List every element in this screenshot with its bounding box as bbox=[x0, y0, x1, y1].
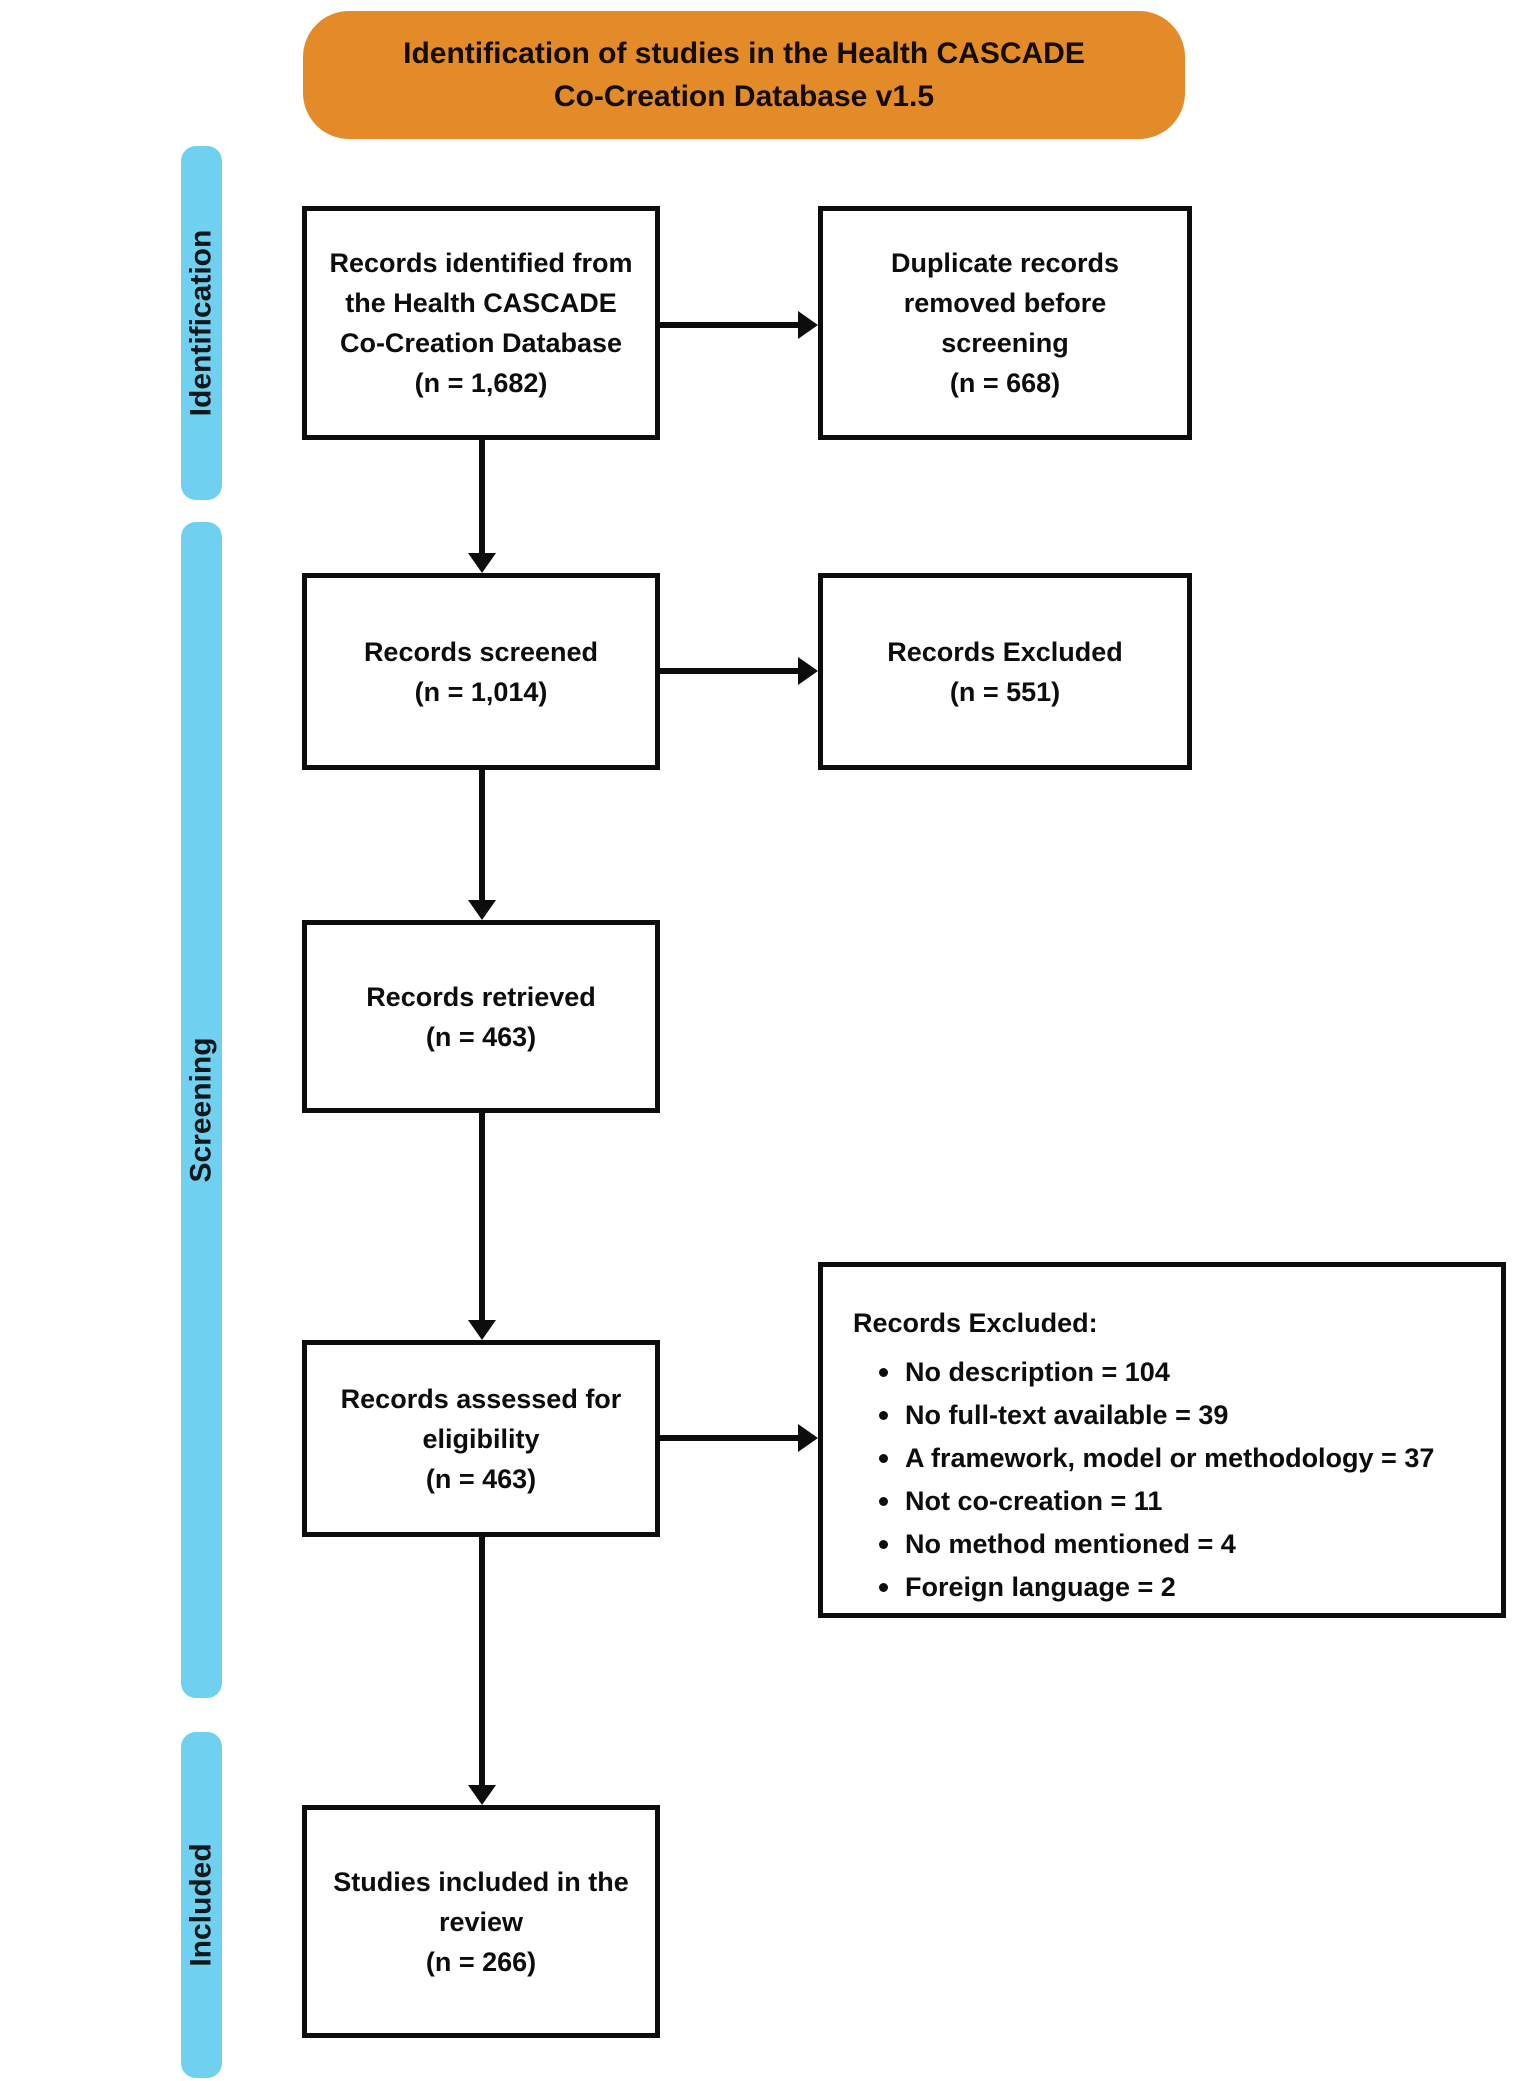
stage-label-identification: Identification bbox=[184, 229, 218, 417]
title-banner bbox=[303, 11, 1185, 139]
box-text-line: Records assessed for bbox=[340, 1383, 622, 1414]
exclusion-reasons-list bbox=[853, 1357, 1434, 1615]
box-text-line: Co-Creation Database bbox=[339, 328, 623, 358]
exclusion-reason-item: No description = 104 bbox=[879, 1357, 1434, 1387]
arrow-assessed-to-included bbox=[479, 1537, 485, 1787]
box-text-line: Records retrieved bbox=[366, 981, 596, 1012]
exclusion-reasons-header: Records Excluded: bbox=[853, 1308, 1098, 1338]
box-text-line: Duplicate records bbox=[890, 248, 1120, 278]
arrow-assessed-to-reasons bbox=[660, 1435, 800, 1441]
box-text-line: Records identified from bbox=[329, 248, 633, 278]
box-exclusion-reasons bbox=[818, 1262, 1506, 1618]
box-text-line: the Health CASCADE bbox=[345, 288, 617, 318]
box-count: (n = 1,014) bbox=[414, 676, 548, 707]
box-text-line: Studies included in the bbox=[333, 1866, 629, 1897]
box-records-assessed bbox=[302, 1340, 660, 1537]
arrow-screened-to-retrieved bbox=[479, 770, 485, 902]
box-text-line: eligibility bbox=[422, 1423, 540, 1454]
box-count: (n = 551) bbox=[949, 676, 1061, 707]
box-text-line: review bbox=[438, 1906, 524, 1937]
arrowhead-right-icon bbox=[798, 657, 818, 685]
exclusion-reason-item: No full-text available = 39 bbox=[879, 1400, 1434, 1430]
box-records-retrieved bbox=[302, 920, 660, 1113]
box-duplicate-records-removed bbox=[818, 206, 1192, 440]
arrowhead-down-icon bbox=[468, 553, 496, 573]
arrow-screened-to-excluded bbox=[660, 668, 800, 674]
exclusion-reason-item: Not co-creation = 11 bbox=[879, 1486, 1434, 1516]
arrowhead-down-icon bbox=[468, 1320, 496, 1340]
box-records-identified bbox=[302, 206, 660, 440]
box-count: (n = 668) bbox=[949, 368, 1061, 398]
box-count: (n = 463) bbox=[425, 1463, 537, 1494]
stage-bar-screening bbox=[181, 522, 222, 1698]
box-records-screened bbox=[302, 573, 660, 770]
stage-bar-identification bbox=[181, 146, 222, 500]
box-count: (n = 266) bbox=[425, 1946, 537, 1977]
arrowhead-down-icon bbox=[468, 900, 496, 920]
stage-bar-included bbox=[181, 1732, 222, 2078]
box-text-line: screening bbox=[941, 328, 1069, 358]
arrow-retrieved-to-assessed bbox=[479, 1113, 485, 1322]
arrow-identified-to-duplicates bbox=[660, 322, 800, 328]
box-text-line: Records Excluded bbox=[887, 636, 1123, 667]
exclusion-reason-item: A framework, model or methodology = 37 bbox=[879, 1443, 1434, 1473]
arrow-identified-to-screened bbox=[479, 440, 485, 556]
title-line-1: Identification of studies in the Health CASCADE bbox=[403, 37, 1085, 70]
box-count: (n = 1,682) bbox=[414, 368, 548, 398]
stage-label-screening: Screening bbox=[184, 1037, 218, 1183]
title-line-2: Co-Creation Database v1.5 bbox=[553, 80, 935, 113]
exclusion-reason-item: Foreign language = 2 bbox=[879, 1572, 1434, 1602]
box-text-line: Records screened bbox=[363, 636, 599, 667]
exclusion-reason-item: No method mentioned = 4 bbox=[879, 1529, 1434, 1559]
arrowhead-down-icon bbox=[468, 1785, 496, 1805]
arrowhead-right-icon bbox=[798, 311, 818, 339]
box-count: (n = 463) bbox=[425, 1021, 537, 1052]
arrowhead-right-icon bbox=[798, 1424, 818, 1452]
stage-label-included: Included bbox=[184, 1843, 218, 1967]
box-records-excluded bbox=[818, 573, 1192, 770]
box-text-line: removed before bbox=[903, 288, 1107, 318]
box-studies-included bbox=[302, 1805, 660, 2038]
